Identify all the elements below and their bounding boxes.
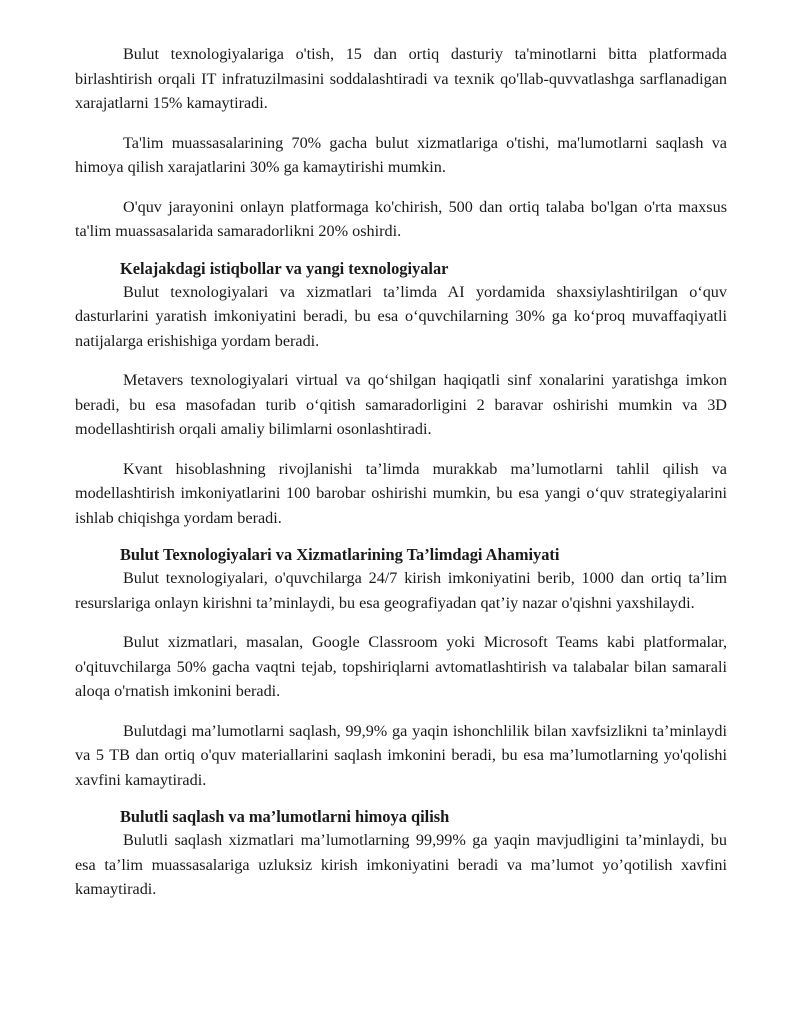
paragraph-ai-personalization: Bulut texnologiyalari va xizmatlari ta’limda AI yordamida shaxsiylashtirilgan o‘quv dasturlarini yaratish imkoniyatini beradi, bu esa o‘quvchilarning 30% ga ko‘proq muvaffaqiyatli natijalarga erishishiga yordam beradi. (75, 282, 727, 350)
paragraph-classroom-teams: Bulut xizmatlari, masalan, Google Classroom yoki Microsoft Teams kabi platformalar, o'qituvchilarga 50% gacha vaqtni tejab, topshiriqlarni avtomatlashtirish va talabalar bilan samarali aloqa o'rnatish imkonini beradi. (75, 633, 727, 700)
paragraph-availability: Bulutli saqlash xizmatlari ma’lumotlarning 99,99% ga yaqin mavjudligini ta’minlaydi, bu esa ta’lim muassasalariga uzluksiz kirish imkoniyatini beradi va ma’lumot yo’qotilish xavfini kamaytiradi. (75, 831, 727, 898)
paragraph-data-storage: Bulutdagi ma’lumotlarni saqlash, 99,9% ga yaqin ishonchlilik bilan xavfsizlikni ta’minlaydi va 5 TB dan ortiq o'quv materiallarini saqlash imkonini beradi, bu esa ma’lumotlarning yo'qolishi xavfini kamaytiradi. (75, 721, 727, 789)
heading-cloud-storage-protection: Bulutli saqlash va ma’lumotlarni himoya qilish (120, 807, 450, 826)
paragraph-cloud-transition: Bulut texnologiyalariga o'tish, 15 dan ortiq dasturiy ta'minotlarni bitta platformada birlashtirish orqali IT infratuzilmasini soddalashtiradi va texnik qo'llab-quvvatlashga sarflanadigan xarajatlarni 15% kamaytiradi. (75, 45, 727, 112)
heading-future-prospects: Kelajakdagi istiqbollar va yangi texnologiyalar (120, 258, 449, 278)
heading-cloud-importance: Bulut Texnologiyalari va Xizmatlarining Ta’limdagi Ahamiyati (120, 545, 560, 564)
paragraph-quantum: Kvant hisoblashning rivojlanishi ta’limda murakkab ma’lumotlarni tahlil qilish va modellashtirish imkoniyatlarini 100 barobar oshirishi mumkin, bu esa yangi o‘quv strategiyalarini ishlab chiqishga yordam beradi. (75, 459, 727, 527)
document-page (75, 42, 727, 902)
paragraph-online-platform: O'quv jarayonini onlayn platformaga ko'chirish, 500 dan ortiq talaba bo'lgan o'rta maxsus ta'lim muassasalarida samaradorlikni 20% oshirdi. (75, 197, 727, 240)
paragraph-institutions-cost: Ta'lim muassasalarining 70% gacha bulut xizmatlariga o'tishi, ma'lumotlarni saqlash va himoya qilish xarajatlarini 30% ga kamaytirishi mumkin. (75, 133, 727, 176)
paragraph-metaverse: Metavers texnologiyalari virtual va qo‘shilgan haqiqatli sinf xonalarini yaratishga imkon beradi, bu esa masofadan turib o‘qitish samaradorligini 2 baravar oshirishi mumkin va 3D modellashtirish orqali amaliy bilimlarni osonlashtiradi. (75, 371, 727, 438)
paragraph-24-7-access: Bulut texnologiyalari, o'quvchilarga 24/7 kirish imkoniyatini berib, 1000 dan ortiq ta’lim resurslariga onlayn kirishni ta’minlaydi, bu esa geografiyadan qat’iy nazar o'qishni yaxshilaydi. (75, 569, 727, 612)
